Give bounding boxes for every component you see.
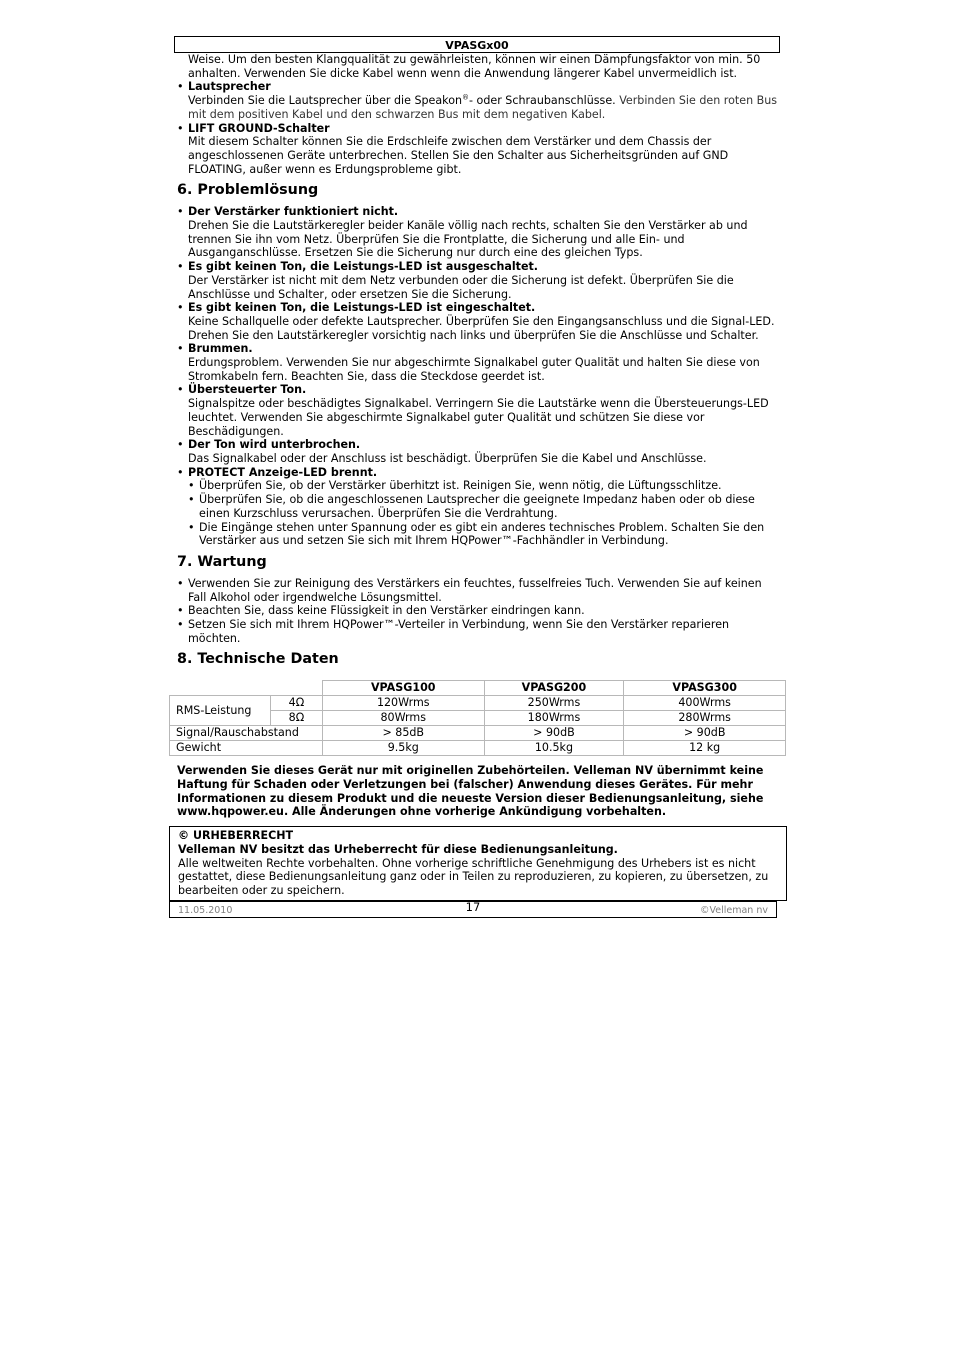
copyright-box	[169, 826, 787, 901]
row-label-rms: RMS-Leistung	[170, 696, 271, 726]
row-sublabel: 4Ω	[270, 696, 322, 711]
list-item-speaker	[177, 80, 781, 121]
copyright-title: © URHEBERRECHT	[178, 829, 294, 842]
list-item: • Beachten Sie, dass keine Flüssigkeit in den Verstärker eindringen kann.	[177, 604, 781, 618]
row-sublabel: 8Ω	[270, 711, 322, 726]
doc-code: VPASGx00	[445, 39, 509, 52]
intro-continuation: Weise. Um den besten Klangqualität zu gewährleisten, können wir einen Dämpfungsfaktor von min. 50 anhalten. Verwenden Sie dicke Kabel wenn wenn die Anwendung längerer Kabel unvermeidlich ist.	[188, 53, 761, 80]
table-cell: > 85dB	[322, 726, 484, 741]
speaker-text-c: Verbinden Sie den roten Bus mit dem positiven Kabel und den schwarzen Bus mit dem negativen Kabel.	[188, 94, 778, 121]
table-header-row	[170, 681, 786, 696]
doc-header	[174, 36, 780, 53]
item-title: • Der Ton wird unterbrochen.	[188, 438, 361, 452]
speaker-text-b: - oder Schraubanschlüsse.	[469, 94, 616, 108]
item-text: Erdungsproblem. Verwenden Sie nur abgeschirmte Signalkabel guter Qualität und halten Sie diese von Stromkabeln fern. Beachten Sie, dass die Steckdose geerdet ist.	[188, 356, 760, 383]
table-cell: 120Wrms	[322, 696, 484, 711]
column-header: VPASG100	[322, 681, 484, 696]
list-item-protect	[177, 466, 781, 480]
speaker-title: • Lautsprecher	[188, 80, 271, 94]
spec-table	[169, 680, 786, 756]
table-cell: 400Wrms	[624, 696, 786, 711]
list-item	[177, 383, 781, 438]
item-title: • Übersteuerter Ton.	[188, 383, 307, 397]
main-content	[177, 53, 781, 674]
footer-copyright: ©Velleman nv	[700, 905, 768, 916]
table-cell: 10.5kg	[484, 741, 624, 756]
speaker-text-a: Verbinden Sie die Lautsprecher über die Speakon	[188, 94, 463, 108]
page-footer	[169, 901, 777, 918]
disclaimer-note: Verwenden Sie dieses Gerät nur mit originellen Zubehörteilen. Velleman NV übernimmt keine Haftung für Schaden oder Verletzungen bei (falscher) Anwendung dieses Gerätes. Für mehr Informationen zu diesem Produkt und die neueste Version dieser Bedienungsanleitung, siehe www.hqpower.eu. Alle Änderungen ohne vorherige Ankündigung vorbehalten.	[177, 764, 764, 819]
page-number: 17	[465, 900, 481, 914]
list-item	[177, 301, 781, 342]
registered-mark: ®	[462, 93, 470, 102]
item-title: • Es gibt keinen Ton, die Leistungs-LED ist eingeschaltet.	[188, 301, 536, 315]
column-header: VPASG200	[484, 681, 624, 696]
list-item: • Setzen Sie sich mit Ihrem HQPower™-Verteiler in Verbindung, wenn Sie den Verstärker reparieren möchten.	[177, 618, 781, 645]
list-item-lift-ground	[177, 122, 781, 177]
table-cell: 80Wrms	[322, 711, 484, 726]
item-title: • Es gibt keinen Ton, die Leistungs-LED ist ausgeschaltet.	[188, 260, 538, 274]
lift-title: • LIFT GROUND-Schalter	[188, 121, 330, 135]
section-heading-problemloesung: 6. Problemlösung	[177, 182, 319, 199]
sub-list-item: • Überprüfen Sie, ob die angeschlossenen Lautsprecher die geeignete Impedanz haben oder ob diese einen Kurzschluss verursachen. Überprüfen Sie die Verdrahtung.	[177, 493, 781, 520]
list-item: • Verwenden Sie zur Reinigung des Verstärkers ein feuchtes, fusselfreies Tuch. Verwenden Sie auf keinen Fall Alkohol oder irgendwelche Lösungsmittel.	[177, 577, 781, 604]
list-item	[177, 342, 781, 383]
copyright-content	[178, 829, 778, 898]
table-cell: 280Wrms	[624, 711, 786, 726]
sub-list-item: • Die Eingänge stehen unter Spannung oder es gibt ein anderes technisches Problem. Schalten Sie den Verstärker aus und setzen Sie sich mit Ihrem HQPower™-Fachhändler in Verbindung.	[177, 521, 781, 548]
table-row	[170, 741, 786, 756]
column-header: VPASG300	[624, 681, 786, 696]
table-row	[170, 726, 786, 741]
row-label-snr: Signal/Rauschabstand	[170, 726, 323, 741]
item-title: • PROTECT Anzeige-LED brennt.	[188, 465, 378, 479]
table-cell: 9.5kg	[322, 741, 484, 756]
table-cell: > 90dB	[484, 726, 624, 741]
speaker-text	[188, 94, 781, 121]
item-text: Der Verstärker ist nicht mit dem Netz verbunden oder die Sicherung ist defekt. Überprüfen Sie die Anschlüsse und Schalter, oder ersetzen Sie die Sicherung.	[188, 273, 734, 301]
item-text: Keine Schallquelle oder defekte Lautsprecher. Überprüfen Sie den Eingangsanschluss und die Signal-LED. Drehen Sie den Lautstärkeregler vorsichtig nach links und überprüfen Sie die Anschlüsse und Schalter.	[188, 314, 775, 342]
table-cell: 250Wrms	[484, 696, 624, 711]
table-cell: > 90dB	[624, 726, 786, 741]
sub-list-item: • Überprüfen Sie, ob der Verstärker überhitzt ist. Reinigen Sie, wenn nötig, die Lüftungsschlitze.	[177, 479, 781, 493]
table-cell: 180Wrms	[484, 711, 624, 726]
table-row	[170, 696, 786, 711]
item-title: • Brummen.	[188, 342, 253, 356]
item-text: Drehen Sie die Lautstärkeregler beider Kanäle völlig nach rechts, schalten Sie den Verstärker ab und trennen Sie ihn vom Netz. Überprüfen Sie die Frontplatte, die Sicherung und alle Ein- und Ausganganschlüsse. Ersetzen Sie die Sicherung nur durch eine des gleichen Typs.	[188, 219, 748, 260]
list-item	[177, 205, 781, 260]
item-title: • Der Verstärker funktioniert nicht.	[188, 205, 399, 219]
list-item	[177, 260, 781, 301]
lift-text: Mit diesem Schalter können Sie die Erdschleife zwischen dem Verstärker und dem Chassis der angeschlossenen Geräte unterbrechen. Stellen Sie den Schalter aus Sicherheitsgründen auf GND FLOATING, außer wenn es Erdungsprobleme gibt.	[188, 135, 729, 176]
footer-date: 11.05.2010	[178, 905, 233, 916]
section-heading-wartung: 7. Wartung	[177, 553, 267, 570]
row-label-weight: Gewicht	[170, 741, 323, 756]
table-cell: 12 kg	[624, 741, 786, 756]
copyright-subtitle: Velleman NV besitzt das Urheberrecht für diese Bedienungsanleitung.	[178, 842, 618, 856]
item-text: Das Signalkabel oder der Anschluss ist beschädigt. Überprüfen Sie die Kabel und Anschlüsse.	[188, 451, 707, 465]
section-heading-technische-daten: 8. Technische Daten	[177, 651, 339, 668]
item-text: Signalspitze oder beschädigtes Signalkabel. Verringern Sie die Lautstärke wenn die Übersteuerungs-LED leuchtet. Verwenden Sie abgeschirmte Signalkabel guter Qualität und schützen Sie diese vor Beschädigungen.	[188, 397, 769, 438]
table-corner	[170, 681, 323, 696]
list-item	[177, 438, 781, 465]
copyright-text: Alle weltweiten Rechte vorbehalten. Ohne vorherige schriftliche Genehmigung des Urhebers ist es nicht gestattet, diese Bedienungsanleitung ganz oder in Teilen zu reproduzieren, zu kopieren, zu übersetzen, zu bearbeiten oder zu speichern.	[178, 856, 769, 898]
